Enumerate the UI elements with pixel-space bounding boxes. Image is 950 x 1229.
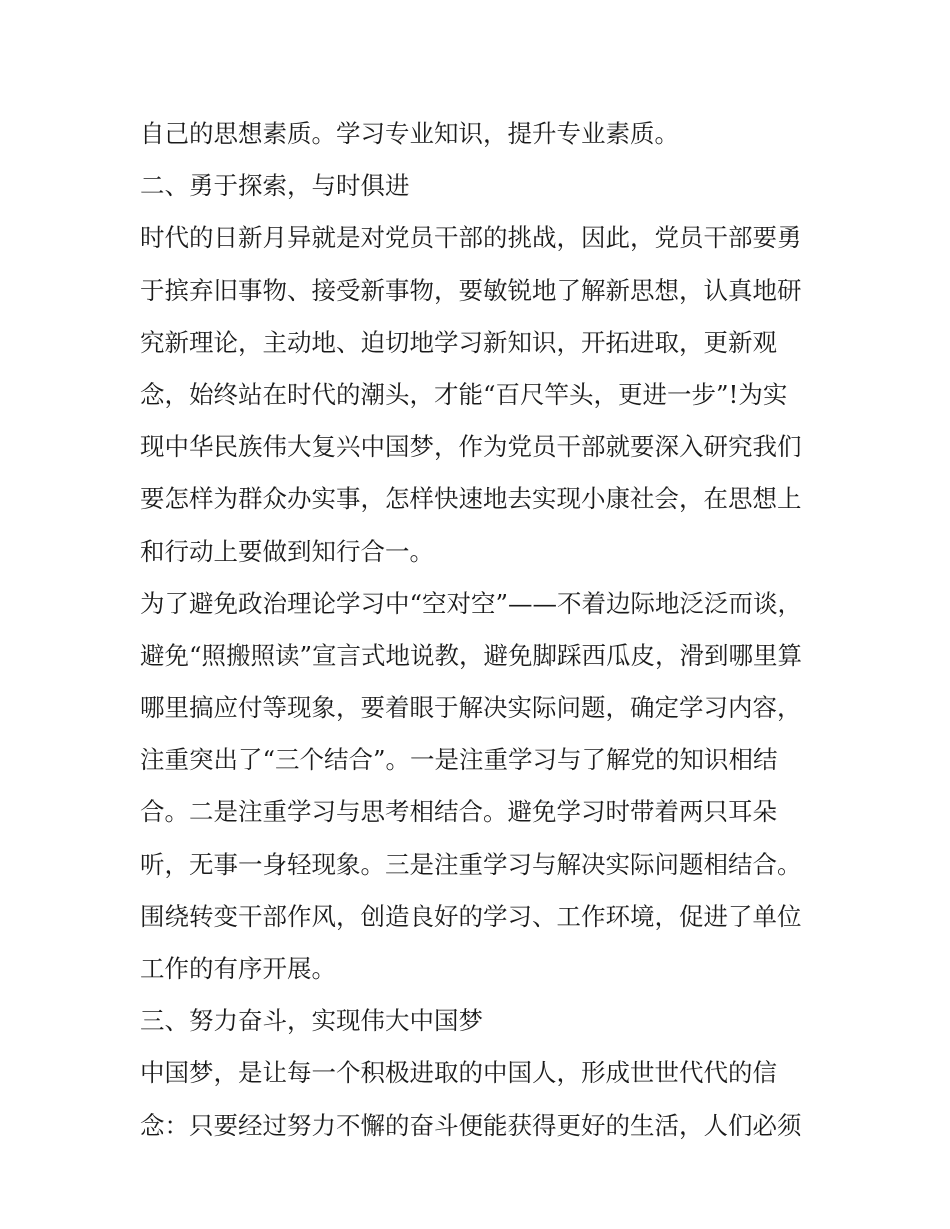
document-body	[140, 108, 820, 1152]
text-line: 和行动上要做到知行合一。	[140, 536, 434, 566]
text-line: 究新理论，主动地、迫切地学习新知识，开拓进取，更新观	[140, 327, 777, 357]
text-line: 时代的日新月异就是对党员干部的挑战，因此，党员干部要勇	[140, 223, 802, 253]
text-line: 现中华民族伟大复兴中国梦，作为党员干部就要深入研究我们	[140, 432, 802, 462]
section-heading: 二、勇于探索，与时俱进	[140, 171, 410, 201]
text-line: 避免“照搬照读”宣言式地说教，避免脚踩西瓜皮，滑到哪里算	[140, 640, 803, 670]
text-line: 于摈弃旧事物、接受新事物，要敏锐地了解新思想，认真地研	[140, 275, 802, 305]
text-line: 听，无事一身轻现象。三是注重学习与解决实际问题相结合。	[140, 849, 802, 879]
text-line: 为了避免政治理论学习中“空对空”——不着边际地泛泛而谈，	[140, 588, 803, 618]
section-heading: 三、努力奋斗，实现伟大中国梦	[140, 1006, 483, 1036]
text-line: 围绕转变干部作风，创造良好的学习、工作环境，促进了单位	[140, 901, 802, 931]
text-line: 工作的有序开展。	[140, 954, 336, 983]
text-line: 注重突出了“三个结合”。一是注重学习与了解党的知识相结	[140, 745, 778, 775]
text-line: 合。二是注重学习与思考相结合。避免学习时带着两只耳朵	[140, 797, 777, 827]
text-line: 中国梦，是让每一个积极进取的中国人，形成世世代代的信	[140, 1058, 777, 1088]
text-line: 念：只要经过努力不懈的奋斗便能获得更好的生活，人们必须	[140, 1110, 802, 1140]
text-line: 要怎样为群众办实事，怎样快速地去实现小康社会，在思想上	[140, 484, 802, 514]
text-line: 念，始终站在时代的潮头，才能“百尺竿头，更进一步”!为实	[140, 379, 788, 409]
text-line: 哪里搞应付等现象，要着眼于解决实际问题，确定学习内容，	[140, 693, 802, 723]
text-line: 自己的思想素质。学习专业知识，提升专业素质。	[140, 119, 679, 148]
